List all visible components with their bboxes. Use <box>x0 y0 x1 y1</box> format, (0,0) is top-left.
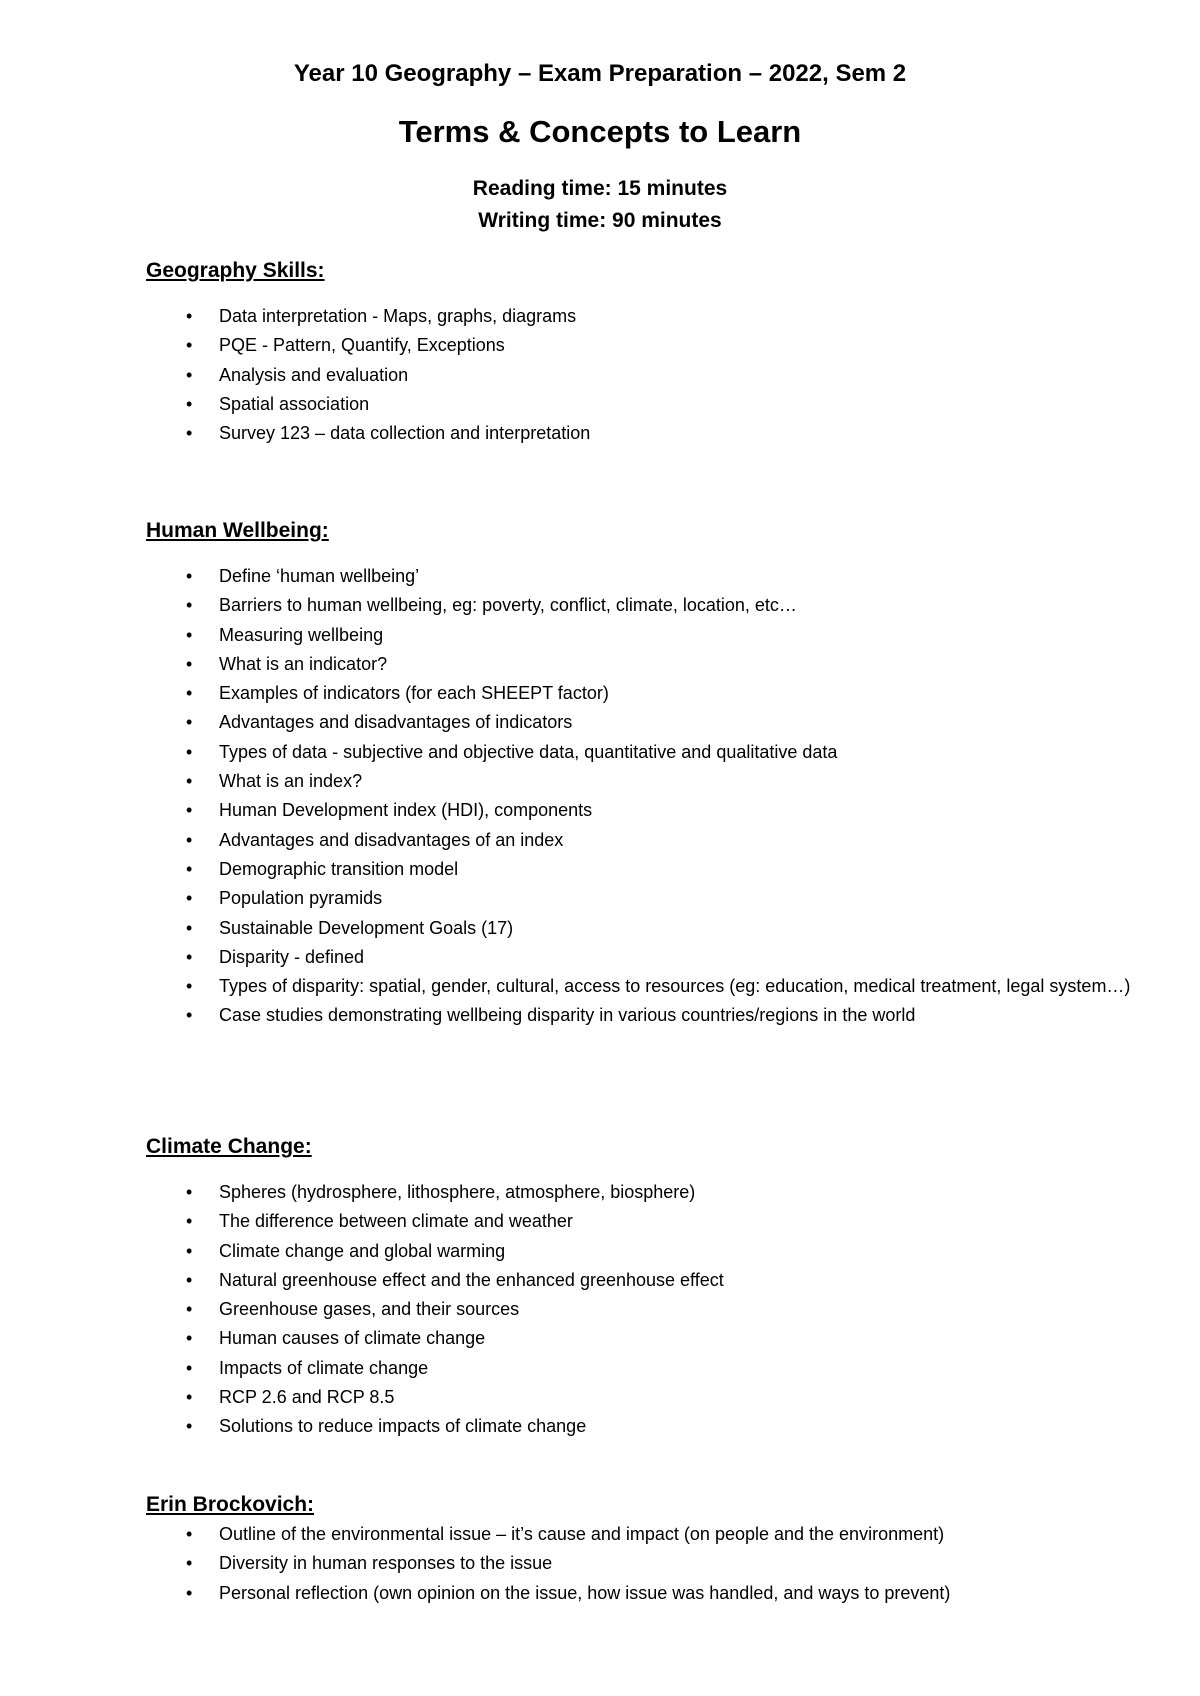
list-item: • Survey 123 – data collection and interpretation <box>146 419 1146 448</box>
list-item: • What is an index? <box>146 767 1146 796</box>
list-item: • The difference between climate and weather <box>146 1207 1146 1236</box>
section-geography-skills <box>146 258 1146 448</box>
section-erin-brockovich <box>146 1492 1146 1608</box>
writing-time: Writing time: 90 minutes <box>478 209 722 232</box>
section-heading: Geography Skills: <box>146 259 325 282</box>
list-item: • Spatial association <box>146 390 1146 419</box>
reading-time: Reading time: 15 minutes <box>472 177 728 200</box>
bullet-list <box>146 302 1146 448</box>
list-item: • Examples of indicators (for each SHEEPT factor) <box>146 679 1146 708</box>
list-item: • Population pyramids <box>146 884 1146 913</box>
list-item: • Advantages and disadvantages of an index <box>146 826 1146 855</box>
list-item: • Case studies demonstrating wellbeing disparity in various countries/regions in the world <box>146 1001 1146 1030</box>
list-item: • Types of data - subjective and objective data, quantitative and qualitative data <box>146 738 1146 767</box>
list-item: • Define ‘human wellbeing’ <box>146 562 1146 591</box>
list-item: • Sustainable Development Goals (17) <box>146 914 1146 943</box>
list-item: • Barriers to human wellbeing, eg: poverty, conflict, climate, location, etc… <box>146 591 1146 620</box>
list-item: • What is an indicator? <box>146 650 1146 679</box>
list-item: • Outline of the environmental issue – it’s cause and impact (on people and the environment) <box>146 1520 1146 1549</box>
list-item: • Natural greenhouse effect and the enhanced greenhouse effect <box>146 1266 1146 1295</box>
section-climate-change <box>146 1134 1146 1442</box>
list-item: • Solutions to reduce impacts of climate change <box>146 1412 1146 1441</box>
list-item: • Greenhouse gases, and their sources <box>146 1295 1146 1324</box>
list-item: • Demographic transition model <box>146 855 1146 884</box>
list-item: • RCP 2.6 and RCP 8.5 <box>146 1383 1146 1412</box>
list-item: • Disparity - defined <box>146 943 1146 972</box>
bullet-list <box>146 1178 1146 1442</box>
list-item: • Advantages and disadvantages of indicators <box>146 708 1146 737</box>
list-item: • PQE - Pattern, Quantify, Exceptions <box>146 331 1146 360</box>
section-heading: Human Wellbeing: <box>146 519 329 542</box>
document-title: Year 10 Geography – Exam Preparation – 2022, Sem 2 <box>293 60 907 87</box>
list-item: • Spheres (hydrosphere, lithosphere, atmosphere, biosphere) <box>146 1178 1146 1207</box>
list-item: • Analysis and evaluation <box>146 361 1146 390</box>
list-item: • Data interpretation - Maps, graphs, diagrams <box>146 302 1146 331</box>
list-item: • Diversity in human responses to the issue <box>146 1549 1146 1578</box>
list-item: • Human Development index (HDI), components <box>146 796 1146 825</box>
document-subtitle: Terms & Concepts to Learn <box>398 114 802 149</box>
list-item: • Personal reflection (own opinion on the issue, how issue was handled, and ways to prevent) <box>146 1579 1146 1608</box>
list-item: • Human causes of climate change <box>146 1324 1146 1353</box>
bullet-list <box>146 1520 1146 1608</box>
list-item: • Impacts of climate change <box>146 1354 1146 1383</box>
section-heading: Climate Change: <box>146 1135 312 1158</box>
list-item: • Climate change and global warming <box>146 1237 1146 1266</box>
bullet-list <box>146 562 1146 1031</box>
list-item: • Types of disparity: spatial, gender, cultural, access to resources (eg: education, medical treatment, legal system…) <box>146 972 1146 1001</box>
list-item: • Measuring wellbeing <box>146 621 1146 650</box>
section-human-wellbeing <box>146 518 1146 1031</box>
section-heading: Erin Brockovich: <box>146 1493 315 1516</box>
